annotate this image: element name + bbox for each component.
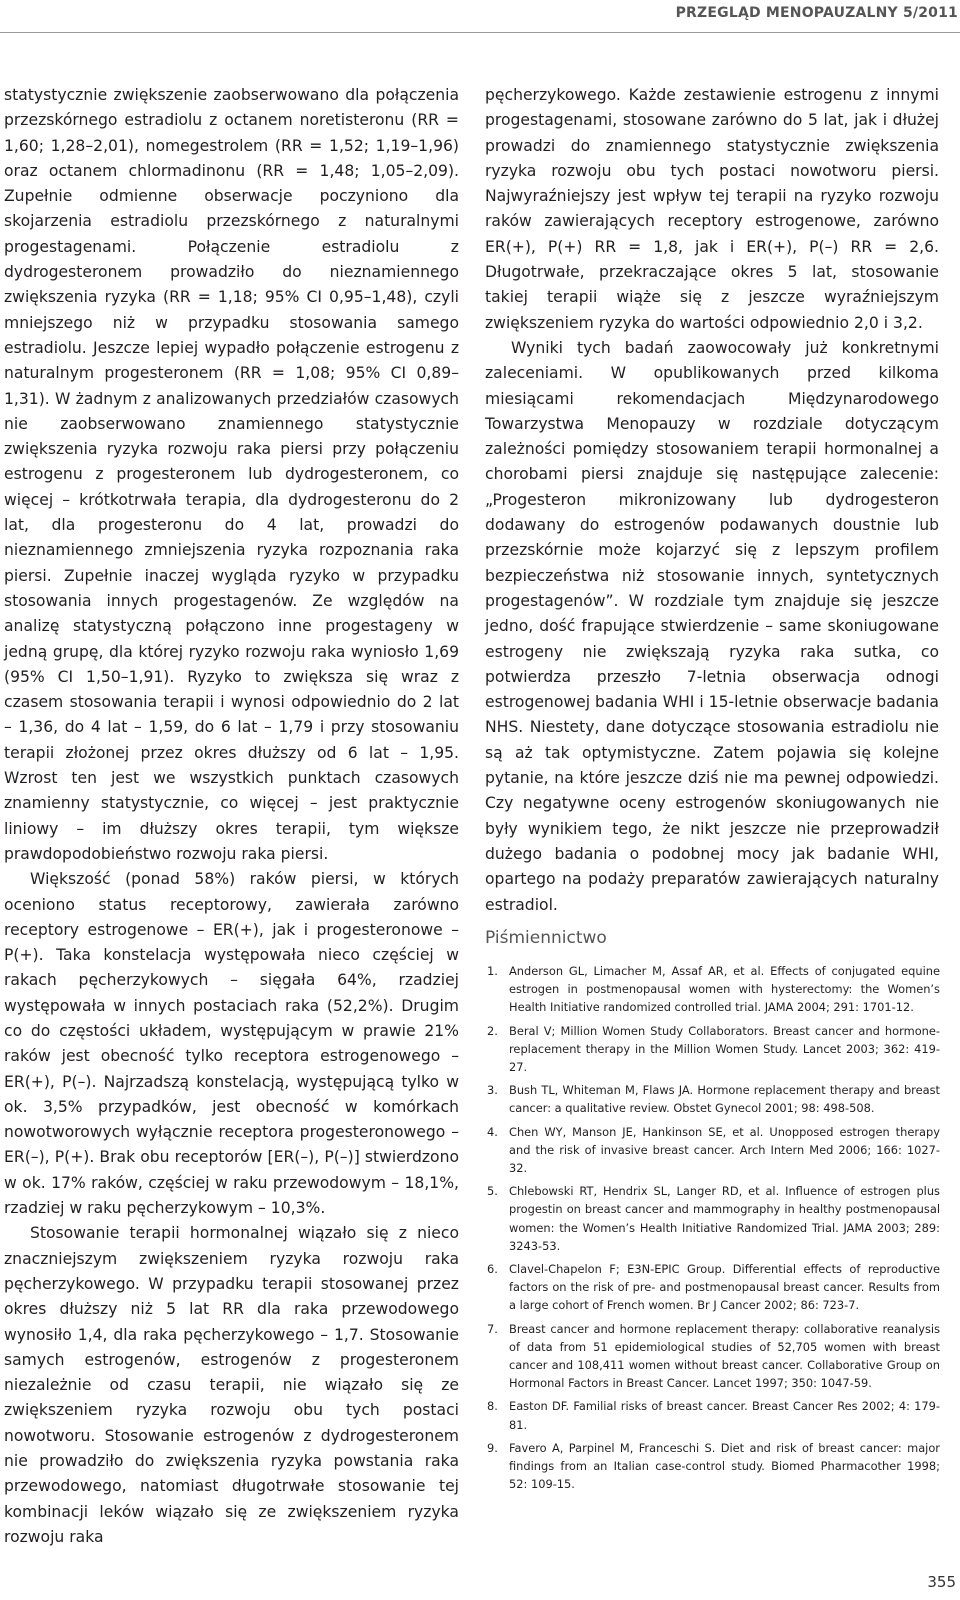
reference-number: 4. bbox=[487, 1124, 498, 1139]
body-paragraph: pęcherzykowego. Każde zestawienie estrogenu z innymi progestagenami, stosowane zarówno do 5 lat, jak i dłużej prowadzi do znamiennego statystycznie zwiększenia ryzyka rozwoju obu tych postaci nowotworu piersi. Najwyraźniejszy jest wpływ tej terapii na ryzyko rozwoju raków zawierających receptory estrogenowe, zarówno ER(+), P(+) RR = 1,8, jak i ER(+), P(–) RR = 2,6. Długotrwałe, przekraczające okres 5 lat, stosowanie takiej terapii wiąże się z jeszcze wyraźniejszym zwiększeniem ryzyka do wartości odpowiednio 2,0 i 3,2. bbox=[485, 86, 939, 332]
reference-number: 3. bbox=[487, 1083, 498, 1098]
reference-number: 9. bbox=[487, 1440, 498, 1455]
reference-item bbox=[485, 1260, 940, 1315]
references-heading: Piśmiennictwo bbox=[485, 928, 607, 948]
reference-text: Breast cancer and hormone replacement therapy: collaborative reanalysis of data from 51 epidemiological studies of 52,705 women with breast cancer and 108,411 women without breast cancer. Collaborative Group on Hormonal Factors in Breast Cancer. Lancet 1997; 350: 1047-59. bbox=[509, 1321, 940, 1391]
reference-text: Beral V; Million Women Study Collaborators. Breast cancer and hormone-replacement therapy in the Million Women Study. Lancet 2003; 362: 419-27. bbox=[509, 1023, 940, 1075]
body-paragraph: statystycznie zwiększenie zaobserwowano dla połączenia przezskórnego estradiolu z octanem noretisteronu (RR = 1,60; 1,28–2,01), nomegestrolem (RR = 1,52; 1,19–1,96) oraz octanem chlormadinonu (RR = 1,48; 1,05–2,09). Zupełnie odmienne obserwacje poczyniono dla skojarzenia estradiolu przezskórnego z naturalnymi progestagenami. Połączenie estradiolu z dydrogesteronem prowadziło do nieznamiennego zwiększenia ryzyka (RR = 1,18; 95% CI 0,95–1,48), czyli mniejszego niż w przypadku stosowania samego estradiolu. Jeszcze lepiej wypadło połączenie estrogenu z naturalnym progesteronem (RR = 1,08; 95% CI 0,89–1,31). W żadnym z analizowanych przedziałów czasowych nie zaobserwowano znamiennego statystycznie zwiększenia ryzyka rozwoju raka piersi przy połączeniu estrogenu z progesteronem lub dydrogesteronem, co więcej – krótkotrwała terapia, dla dydrogesteronu do 2 lat, dla progesteronu do 4 lat, prowadzi do nieznamiennego zmniejszenia ryzyka rozpoznania raka piersi. Zupełnie inaczej wygląda ryzyko w przypadku stosowania innych progestagenów. Ze względów na analizę statystyczną połączono inne progestageny w jedną grupę, dla której ryzyko rozwoju raka wyniosło 1,69 (95% CI 1,50–1,91). Ryzyko to zwiększa się wraz z czasem stosowania terapii i wynosi odpowiednio do 2 lat – 1,36, do 4 lat – 1,59, do 6 lat – 1,79 i przy stosowaniu terapii złożonej przez okres dłuższy od 6 lat – 1,95. Wzrost ten jest we wszystkich punktach czasowych znamienny statystycznie, co więcej – jest praktycznie liniowy – im dłuższy okres terapii, tym większe prawdopodobieństwo rozwoju raka piersi. bbox=[4, 86, 459, 863]
journal-title: PRZEGLĄD MENOPAUZALNY 5/2011 bbox=[675, 5, 958, 21]
reference-number: 6. bbox=[487, 1262, 498, 1277]
body-paragraph: Większość (ponad 58%) raków piersi, w których oceniono status receptorowy, zawierała zarówno receptory estrogenowe – ER(+), jak i progesteronowe – P(+). Taka konstelacja występowała nieco częściej w rakach pęcherzykowych – sięgała 64%, rzadziej występowała w innych postaciach raka (52,2%). Drugim co do częstości układem, występującym w prawie 21% raków jest obecność tylko receptora estrogenowego – ER(+), P(–). Najrzadszą konstelacją, występującą tylko w ok. 3,5% przypadków, jest obecność w komórkach nowotworowych wyłącznie receptora progesteronowego – ER(–), P(+). Brak obu receptorów [ER(–), P(–)] stwierdzono w ok. 17% raków, częściej w raku przewodowym – 18,1%, rzadziej w raku pęcherzykowym – 10,3%. bbox=[4, 870, 459, 1218]
reference-number: 2. bbox=[487, 1023, 498, 1038]
reference-item bbox=[485, 1397, 940, 1433]
reference-item bbox=[485, 1320, 940, 1393]
reference-number: 8. bbox=[487, 1399, 498, 1414]
reference-item bbox=[485, 1022, 940, 1077]
reference-text: Clavel-Chapelon F; E3N-EPIC Group. Differential effects of reproductive factors on the risk of pre- and postmenopausal breast cancer. Results from a large cohort of French women. Br J Cancer 2002; 86: 723-7. bbox=[509, 1262, 940, 1313]
reference-item bbox=[485, 1123, 940, 1178]
reference-text: Chen WY, Manson JE, Hankinson SE, et al. Unopposed estrogen therapy and the risk of invasive breast cancer. Arch Intern Med 2006; 166: 1027-32. bbox=[509, 1124, 940, 1176]
page-header bbox=[0, 0, 960, 34]
reference-text: Favero A, Parpinel M, Franceschi S. Diet and risk of breast cancer: major findings from an Italian case-control study. Biomed Pharmacother 1998; 52: 109-15. bbox=[509, 1440, 940, 1492]
reference-text: Easton DF. Familial risks of breast cancer. Breast Cancer Res 2002; 4: 179-81. bbox=[509, 1399, 940, 1432]
page-number: 355 bbox=[927, 1573, 956, 1591]
reference-number: 7. bbox=[487, 1321, 498, 1336]
reference-text: Chlebowski RT, Hendrix SL, Langer RD, et al. Influence of estrogen plus progestin on breast cancer and mammography in healthy postmenopausal women: the Women’s Health Initiative Randomized Trial. JAMA 2003; 289: 3243-53. bbox=[509, 1184, 940, 1253]
reference-number: 1. bbox=[487, 964, 498, 978]
reference-item bbox=[485, 962, 940, 1017]
right-column bbox=[485, 83, 939, 918]
header-rule bbox=[0, 32, 960, 33]
reference-number: 5. bbox=[487, 1184, 498, 1199]
reference-item bbox=[485, 1081, 940, 1117]
reference-item bbox=[485, 1182, 940, 1255]
body-paragraph: Stosowanie terapii hormonalnej wiązało się z nieco znaczniejszym zwiększeniem ryzyka rozwoju raka pęcherzykowego. W przypadku terapii stosowanej przez okres dłuższy niż 5 lat RR dla raka przewodowego wynosiło 1,4, dla raka pęcherzykowego – 1,7. Stosowanie samych estrogenów, estrogenów z progesteronem niezależnie od czasu terapii, nie wiązało się ze zwiększeniem ryzyka rozwoju obu tych postaci nowotworu. Stosowanie estrogenów z dydrogesteronem nie prowadziło do zwiększenia ryzyka powstania raka przewodowego, natomiast długotrwałe stosowanie tej kombinacji leków wiązało się ze zwiększeniem ryzyka rozwoju raka bbox=[4, 1224, 459, 1546]
reference-text: Bush TL, Whiteman M, Flaws JA. Hormone replacement therapy and breast cancer: a qualitative review. Obstet Gynecol 2001; 98: 498-508. bbox=[509, 1083, 940, 1116]
references-list bbox=[485, 962, 940, 1498]
left-column bbox=[4, 83, 459, 1550]
reference-item bbox=[485, 1439, 940, 1494]
reference-text: Anderson GL, Limacher M, Assaf AR, et al. Effects of conjugated equine estrogen in postmenopausal women with hysterectomy: the Women’s Health Initiative randomized controlled trial. JAMA 2004; 291: 1701-12. bbox=[509, 964, 940, 1015]
body-paragraph: Wyniki tych badań zaowocowały już konkretnymi zaleceniami. W opublikowanych przed kilkoma miesiącami rekomendacjach Międzynarodowego Towarzystwa Menopauzy w rozdziale dotyczącym zależności pomiędzy stosowaniem terapii hormonalnej a chorobami piersi znajduje się następujące zalecenie: „Progesteron mikronizowany lub dydrogesteron dodawany do estrogenów podawanych doustnie lub przezskórnie może kojarzyć się z lepszym profilem bezpieczeństwa niż stosowanie innych, syntetycznych progestagenów”. W rozdziale tym znajduje się jeszcze jedno, dość frapujące stwierdzenie – same skoniugowane estrogeny nie zwiększają ryzyka raka sutka, co potwierdza przeszło 7-letnia obserwacja odnogi estrogenowej badania WHI i 15-letnie obserwacje badania NHS. Niestety, dane dotyczące stosowania estradiolu nie są aż tak optymistyczne. Zatem pojawia się kolejne pytanie, na które jeszcze dziś nie ma pewnej odpowiedzi. Czy negatywne oceny estrogenów skoniugowanych nie były wynikiem tego, że nikt jeszcze nie przeprowadził dużego badania o podobnej mocy jak badanie WHI, opartego na podaży preparatów zawierających naturalny estradiol. bbox=[485, 338, 939, 914]
